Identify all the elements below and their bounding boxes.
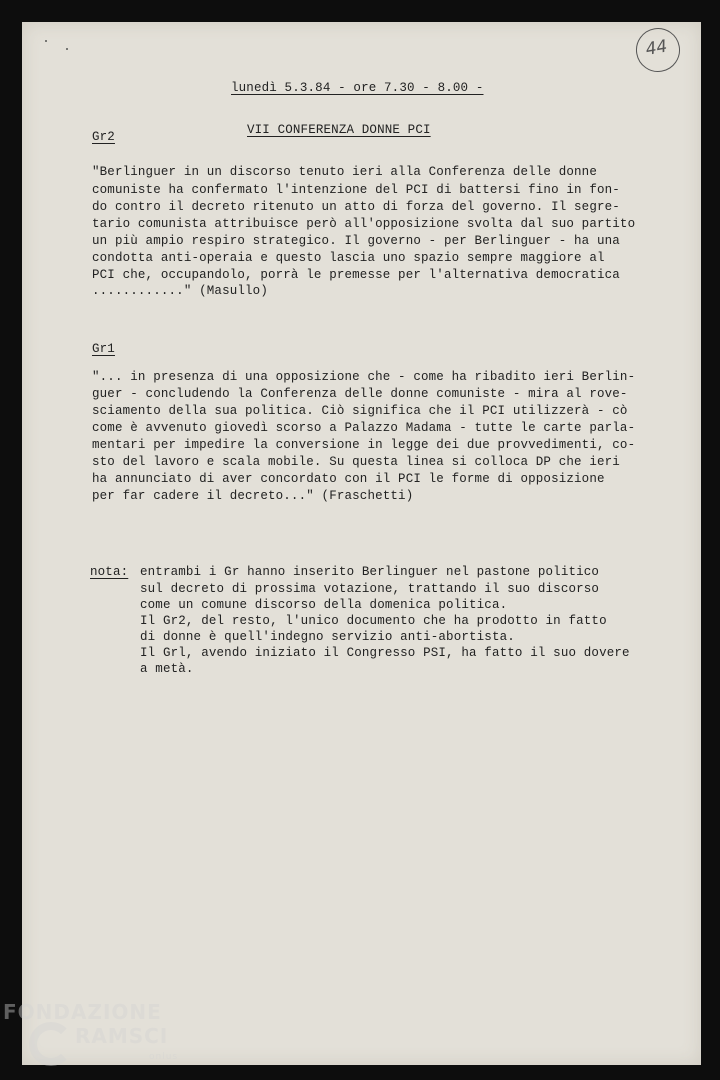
gr1-line: sciamento della sua politica. Ciò significa che il PCI utilizzerà - cò (92, 404, 628, 418)
document-title: VII CONFERENZA DONNE PCI (247, 123, 431, 137)
nota-line: entrambi i Gr hanno inserito Berlinguer nel pastone politico (140, 565, 600, 579)
gr2-line: "Berlinguer in un discorso tenuto ieri alla Conferenza delle donne (92, 165, 597, 179)
gr2-label: Gr2 (92, 130, 115, 144)
gr1-label: Gr1 (92, 342, 115, 356)
gr1-line: come è avvenuto giovedì scorso a Palazzo Madama - tutte le carte parla- (92, 421, 636, 435)
nota-line: a metà. (140, 662, 194, 676)
gr2-line: comuniste ha confermato l'intenzione del PCI di battersi fino in fon- (92, 183, 620, 197)
nota-line: sul decreto di prossima votazione, trattando il suo discorso (140, 582, 600, 596)
nota-line: di donne è quell'indegno servizio anti-abortista. (140, 630, 515, 644)
gr2-line: un più ampio respiro strategico. Il governo - per Berlinguer - ha una (92, 234, 620, 248)
gr1-line: sto del lavoro e scala mobile. Su questa linea si colloca DP che ieri (92, 455, 620, 469)
watermark-g-logo (29, 1022, 73, 1066)
nota-line: come un comune discorso della domenica politica. (140, 598, 508, 612)
nota-label: nota: (90, 565, 129, 579)
gr2-line: tario comunista attribuisce però all'opposizione svolta dal suo partito (92, 217, 636, 231)
gr2-line: do contro il decreto ritenuto un atto di forza del governo. Il segre- (92, 200, 620, 214)
gr1-line: mentari per impedire la conversione in legge dei due provvedimenti, co- (92, 438, 636, 452)
gr2-line: PCI che, occupandolo, porrà le premesse per l'alternativa democratica (92, 268, 620, 282)
gr1-line: per far cadere il decreto..." (Fraschetti) (92, 489, 414, 503)
date-line: lunedì 5.3.84 - ore 7.30 - 8.00 - (231, 81, 484, 95)
paper-speck (45, 40, 47, 42)
page-number-text: 44 (644, 36, 669, 60)
watermark-line1: FONDAZIONE (3, 1000, 162, 1024)
gr2-line: ............" (Masullo) (92, 284, 268, 298)
gr1-line: guer - concludendo la Conferenza delle donne comuniste - mira al rove- (92, 387, 628, 401)
nota-line: Il Grl, avendo iniziato il Congresso PSI, ha fatto il suo dovere (140, 646, 630, 660)
paper-speck (66, 48, 68, 50)
nota-line: Il Gr2, del resto, l'unico documento che ha prodotto in fatto (140, 614, 607, 628)
fondazione-gramsci-watermark (3, 1000, 179, 1062)
gr1-line: ha annunciato di aver concordato con il PCI le forme di opposizione (92, 472, 605, 486)
watermark-line2: RAMSCI (75, 1024, 169, 1048)
gr1-line: "... in presenza di una opposizione che - come ha ribadito ieri Berlin- (92, 370, 636, 384)
gr2-line: condotta anti-operaia e questo lascia uno spazio sempre maggiore al (92, 251, 605, 265)
watermark-suffix: onlus (149, 1052, 179, 1062)
